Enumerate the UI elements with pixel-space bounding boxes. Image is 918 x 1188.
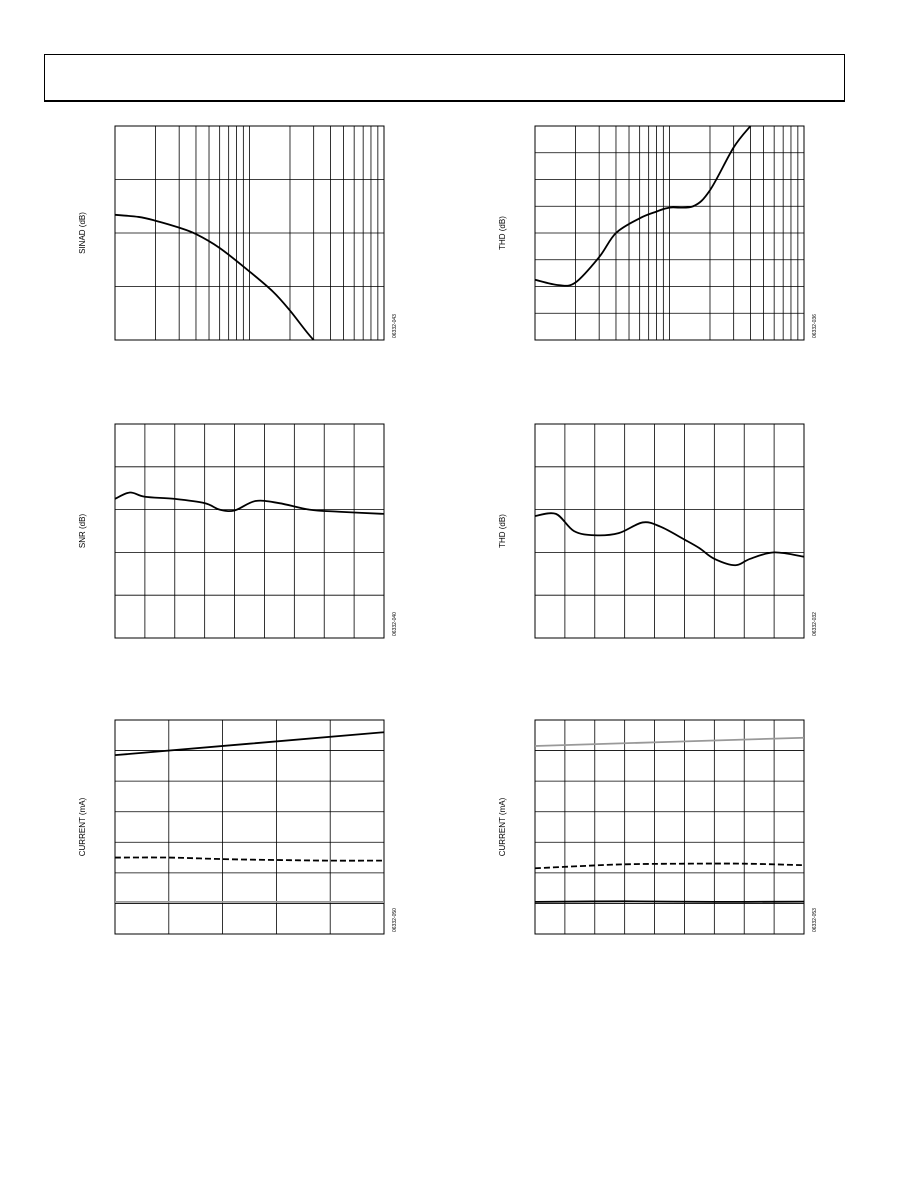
figure-code: 06332-053 <box>812 908 818 932</box>
y-axis-label: CURRENT (mA) <box>498 797 507 857</box>
thd-linear-chart <box>490 416 835 651</box>
figure-code: 06332-043 <box>392 314 398 338</box>
figure-code: 06332-040 <box>392 612 398 636</box>
figure-code: 06332-032 <box>812 612 818 636</box>
snr-chart <box>70 416 415 651</box>
series-line-2 <box>535 901 804 902</box>
y-axis-label: CURRENT (mA) <box>78 797 87 857</box>
sinad-chart <box>70 118 415 353</box>
grid <box>535 126 804 340</box>
figure-code: 06332-036 <box>812 314 818 338</box>
y-axis-label: SNR (dB) <box>78 513 87 549</box>
current-chart-left <box>70 712 415 947</box>
current-chart-right <box>490 712 835 947</box>
plot-frame <box>115 424 384 638</box>
thd-log-chart <box>490 118 835 353</box>
y-axis-label: THD (dB) <box>498 514 507 548</box>
page-header-box <box>44 54 845 102</box>
grid <box>115 126 384 340</box>
y-axis-label: THD (dB) <box>498 216 507 250</box>
figure-code: 06332-050 <box>392 908 398 932</box>
y-axis-label: SINAD (dB) <box>78 212 87 254</box>
